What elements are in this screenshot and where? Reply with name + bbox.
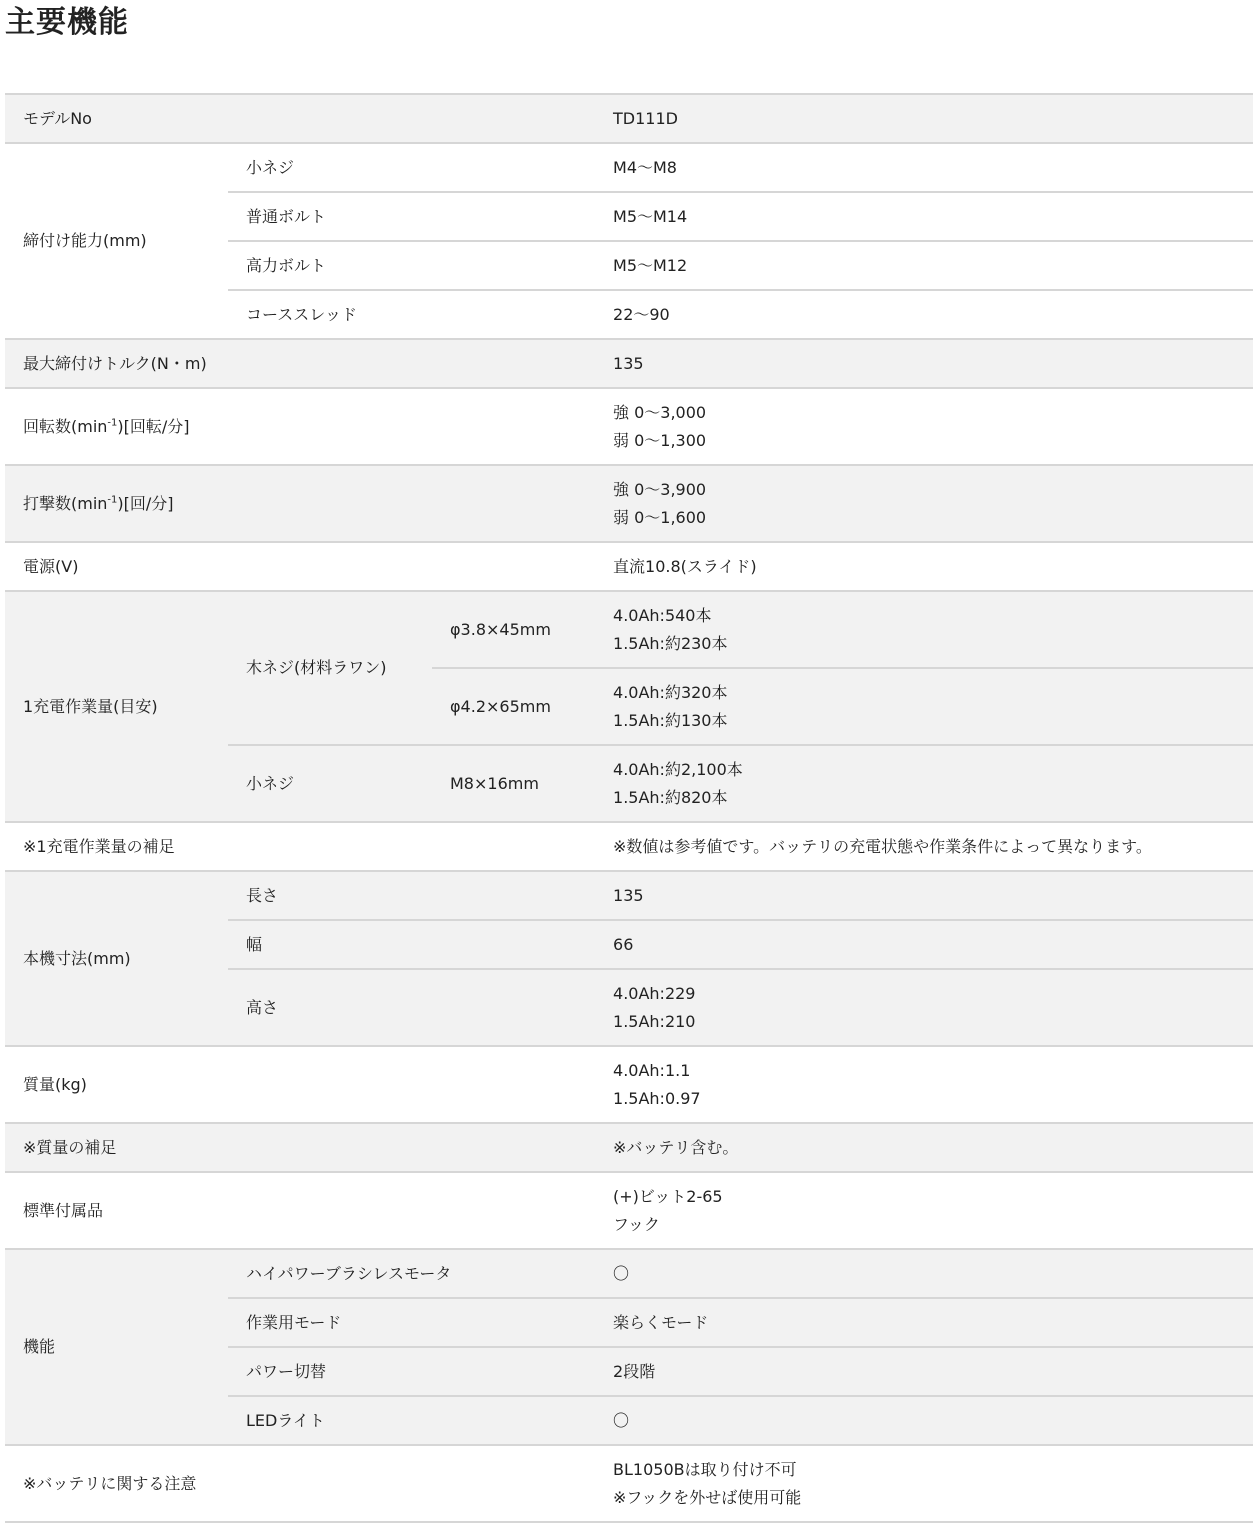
spec-row-battery-note xyxy=(5,1445,1253,1522)
spec-sublabel: 木ネジ(材料ラワン) xyxy=(228,591,432,745)
spec-value: M5〜M14 xyxy=(595,192,1253,241)
spec-value: 直流10.8(スライド) xyxy=(595,542,1253,591)
spec-sublabel: 高力ボルト xyxy=(228,241,595,290)
spec-label: 機能 xyxy=(5,1249,228,1445)
spec-row-accessories xyxy=(5,1172,1253,1249)
spec-value: BL1050Bは取り付け不可 ※フックを外せば使用可能 xyxy=(595,1445,1253,1522)
spec-value: M4〜M8 xyxy=(595,143,1253,192)
spec-row-mass-note xyxy=(5,1123,1253,1172)
spec-row-work-note xyxy=(5,822,1253,871)
spec-label: 打撃数$(\min^{-1})$[回/分] xyxy=(5,465,595,542)
spec-sublabel: コーススレッド xyxy=(228,290,595,339)
spec-row-ipm xyxy=(5,465,1253,542)
spec-value: 〇 xyxy=(595,1396,1253,1445)
spec-sublabel: 小ネジ xyxy=(228,745,432,822)
spec-label: 最大締付けトルク(N・m) xyxy=(5,339,595,388)
spec-row-work xyxy=(5,591,1253,668)
spec-value: 2段階 xyxy=(595,1347,1253,1396)
spec-label: 質量(kg) xyxy=(5,1046,595,1123)
spec-value: 4.0Ah:約320本 1.5Ah:約130本 xyxy=(595,668,1253,745)
spec-sublabel: ハイパワーブラシレスモータ xyxy=(228,1249,595,1298)
spec-size: φ4.2×65mm xyxy=(432,668,595,745)
spec-value: 4.0Ah:229 1.5Ah:210 xyxy=(595,969,1253,1046)
spec-row-power xyxy=(5,542,1253,591)
spec-label: 標準付属品 xyxy=(5,1172,595,1249)
spec-value: 135 xyxy=(595,871,1253,920)
spec-value: ※数値は参考値です。バッテリの充電状態や作業条件によって異なります。 xyxy=(595,822,1253,871)
spec-sublabel: 幅 xyxy=(228,920,595,969)
spec-size: M8×16mm xyxy=(432,745,595,822)
spec-value: 22〜90 xyxy=(595,290,1253,339)
spec-row-rpm xyxy=(5,388,1253,465)
spec-value: 66 xyxy=(595,920,1253,969)
spec-value: 楽らくモード xyxy=(595,1298,1253,1347)
spec-label: 電源(V) xyxy=(5,542,595,591)
spec-value: 4.0Ah:約2,100本 1.5Ah:約820本 xyxy=(595,745,1253,822)
spec-size: φ3.8×45mm xyxy=(432,591,595,668)
spec-sublabel: LEDライト xyxy=(228,1396,595,1445)
spec-table xyxy=(5,93,1253,1523)
spec-value: 強 0〜3,900 弱 0〜1,600 xyxy=(595,465,1253,542)
spec-sublabel: 高さ xyxy=(228,969,595,1046)
spec-label: 本機寸法(mm) xyxy=(5,871,228,1046)
spec-row-features xyxy=(5,1249,1253,1298)
spec-label: 1充電作業量(目安) xyxy=(5,591,228,822)
spec-value: 4.0Ah:540本 1.5Ah:約230本 xyxy=(595,591,1253,668)
spec-sublabel: パワー切替 xyxy=(228,1347,595,1396)
spec-value: 強 0〜3,000 弱 0〜1,300 xyxy=(595,388,1253,465)
spec-row-dimensions xyxy=(5,871,1253,920)
spec-label: 締付け能力(mm) xyxy=(5,143,228,339)
spec-row-mass xyxy=(5,1046,1253,1123)
spec-label: ※バッテリに関する注意 xyxy=(5,1445,595,1522)
spec-sublabel: 小ネジ xyxy=(228,143,595,192)
spec-sublabel: 普通ボルト xyxy=(228,192,595,241)
spec-value: ※バッテリ含む。 xyxy=(595,1123,1253,1172)
spec-value: 4.0Ah:1.1 1.5Ah:0.97 xyxy=(595,1046,1253,1123)
spec-row-torque xyxy=(5,339,1253,388)
spec-value: (+)ビット2-65 フック xyxy=(595,1172,1253,1249)
spec-label: モデルNo xyxy=(5,94,595,143)
spec-sublabel: 作業用モード xyxy=(228,1298,595,1347)
spec-label: 回転数$(\min^{-1})$[回転/分] xyxy=(5,388,595,465)
spec-value: 135 xyxy=(595,339,1253,388)
spec-sublabel: 長さ xyxy=(228,871,595,920)
spec-label: ※質量の補足 xyxy=(5,1123,595,1172)
spec-row-capacity xyxy=(5,143,1253,192)
page-title: 主要機能 xyxy=(5,5,129,40)
spec-row-model xyxy=(5,94,1253,143)
spec-value: 〇 xyxy=(595,1249,1253,1298)
spec-value: M5〜M12 xyxy=(595,241,1253,290)
spec-label: ※1充電作業量の補足 xyxy=(5,822,595,871)
spec-value: TD111D xyxy=(595,94,1253,143)
